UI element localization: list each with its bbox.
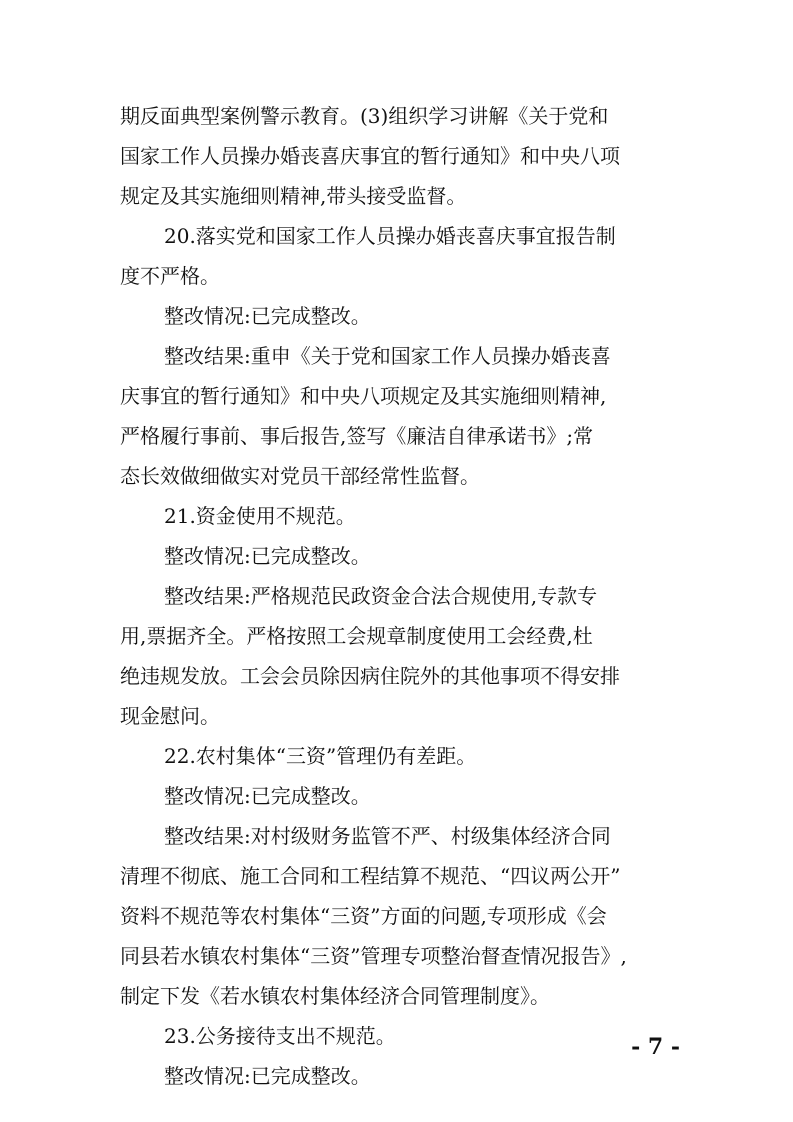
body-line: 现金慰问。: [120, 704, 220, 728]
body-line: 制定下发《若水镇农村集体经济合同管理制度》。: [120, 984, 550, 1008]
body-line: 用,票据齐全。严格按照工会规章制度使用工会经费,杜: [120, 624, 593, 648]
body-line: 国家工作人员操办婚丧喜庆事宜的暂行通知》和中央八项: [120, 144, 620, 168]
rectification-result: 整改结果:重申《关于党和国家工作人员操办婚丧喜: [164, 344, 611, 368]
body-line: 态长效做细做实对党员干部经常性监督。: [120, 464, 480, 488]
issue-heading-22: 22.农村集体“三资”管理仍有差距。: [164, 744, 477, 768]
issue-heading-21: 21.资金使用不规范。: [164, 504, 356, 528]
body-line: 同县若水镇农村集体“三资”管理专项整治督查情况报告》,: [120, 944, 627, 968]
body-line: 期反面典型案例警示教育。(3)组织学习讲解《关于党和: [120, 104, 609, 128]
rectification-status: 整改情况:已完成整改。: [164, 304, 371, 328]
body-line: 严格履行事前、事后报告,签写《廉洁自律承诺书》;常: [120, 424, 594, 448]
issue-heading-20: 20.落实党和国家工作人员操办婚丧喜庆事宜报告制: [164, 224, 616, 248]
body-line: 庆事宜的暂行通知》和中央八项规定及其实施细则精神,: [120, 384, 607, 408]
rectification-status: 整改情况:已完成整改。: [164, 1064, 371, 1088]
page-number: - 7 -: [631, 1034, 680, 1060]
body-line: 规定及其实施细则精神,带头接受监督。: [120, 184, 467, 208]
document-body: [120, 96, 676, 1096]
rectification-status: 整改情况:已完成整改。: [164, 784, 371, 808]
rectification-result: 整改结果:严格规范民政资金合法合规使用,专款专: [164, 584, 598, 608]
issue-heading-23: 23.公务接待支出不规范。: [164, 1024, 396, 1048]
body-line: 绝违规发放。工会会员除因病住院外的其他事项不得安排: [120, 664, 620, 688]
rectification-result: 整改结果:对村级财务监管不严、村级集体经济合同: [164, 824, 611, 848]
body-line: 清理不彻底、施工合同和工程结算不规范、“四议两公开”: [120, 864, 621, 888]
rectification-status: 整改情况:已完成整改。: [164, 544, 371, 568]
body-line: 度不严格。: [120, 264, 220, 288]
body-line: 资料不规范等农村集体“三资”方面的问题,专项形成《会: [120, 904, 607, 928]
